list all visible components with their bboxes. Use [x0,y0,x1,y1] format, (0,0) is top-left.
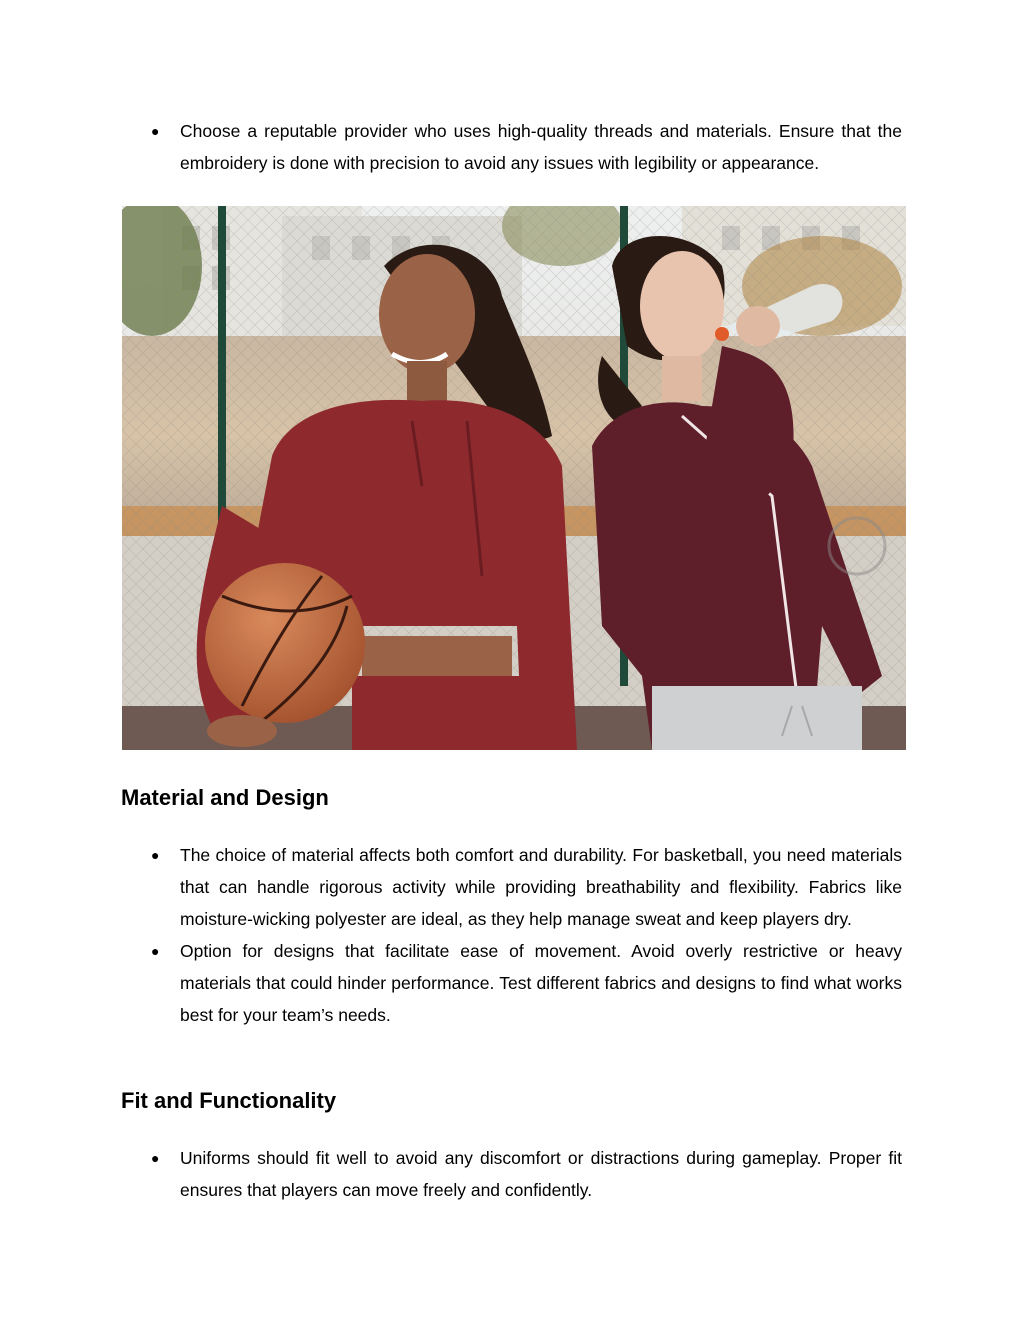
photo-image [122,206,906,750]
section-heading-material-and-design: Material and Design [121,785,329,810]
list-item-text: Uniforms should fit well to avoid any discomfort or distractions during gameplay. Proper fit ensures that players can move freely and confidently. [180,1148,902,1200]
list-item-text: The choice of material affects both comfort and durability. For basketball, you need materials that can handle rigorous activity while providing breathability and flexibility. Fabrics like moisture-wicking polyester are ideal, as they help manage sweat and keep players dry. [180,845,902,929]
list-item [122,839,902,935]
list-item [122,935,902,1031]
bullet-icon: ● [151,943,160,959]
list-item-text: Option for designs that facilitate ease of movement. Avoid overly restrictive or heavy materials that could hinder performance. Test different fabrics and designs to find what works best for your team’s needs. [180,941,902,1025]
bullet-icon: ● [151,1150,160,1166]
fit-functionality-bullet-list [122,1142,902,1206]
basketball-players-photo [122,206,906,750]
section-heading-fit-and-functionality: Fit and Functionality [121,1088,337,1113]
bullet-icon: ● [151,847,160,863]
material-design-bullet-list [122,839,902,1031]
intro-bullet-list [122,115,902,179]
list-item [122,1142,902,1206]
bullet-icon: ● [151,123,160,139]
list-item [122,115,902,179]
list-item-text: Choose a reputable provider who uses high-quality threads and materials. Ensure that the embroidery is done with precision to avoid any issues with legibility or appearance. [180,121,902,173]
